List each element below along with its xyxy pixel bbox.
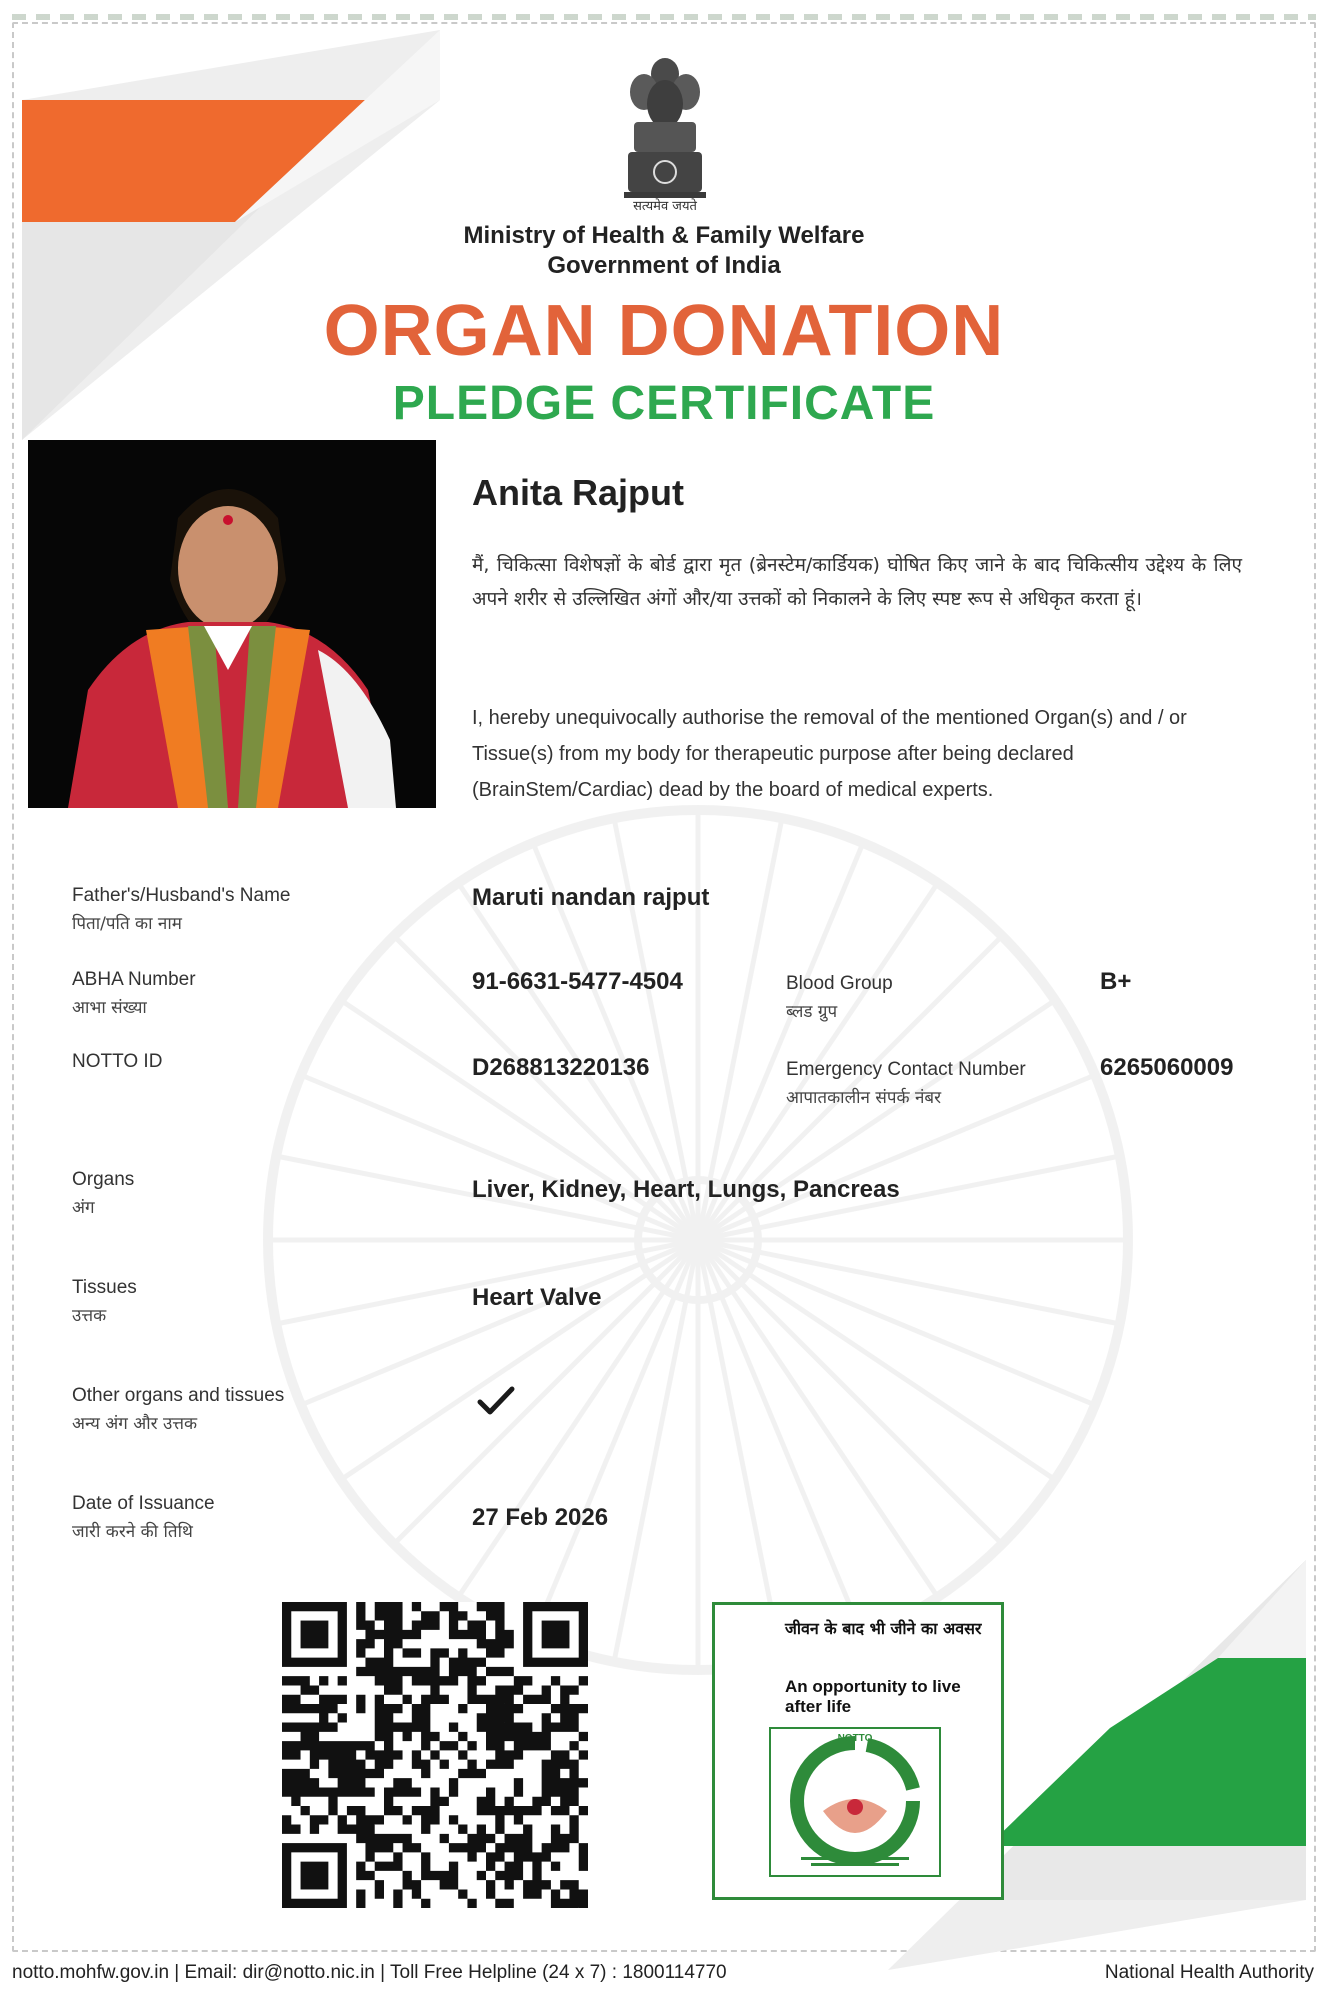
notto-logo xyxy=(769,1727,941,1877)
national-emblem-icon xyxy=(620,52,710,214)
emergency-contact-label-en: Emergency Contact Number xyxy=(786,1059,1026,1080)
organs-label xyxy=(72,1166,134,1222)
notto-tagline-english: An opportunity to live after life xyxy=(785,1677,961,1716)
father-name-value: Maruti nandan rajput xyxy=(472,884,710,911)
footer-authority: National Health Authority xyxy=(1104,1962,1314,1983)
pledge-text-english: I, hereby unequivocally authorise the removal of the mentioned Organ(s) and / or Tissue(s) from my body for therapeutic purpose after being declared (BrainStem/Cardiac) dead by the board of medical experts. xyxy=(472,707,1187,801)
other-organs-label xyxy=(72,1382,284,1438)
donor-name: Anita Rajput xyxy=(472,472,684,513)
tissues-label-hi: उत्तक xyxy=(72,1306,107,1326)
father-name-label-hi: पिता/पति का नाम xyxy=(72,914,182,934)
government-name: Government of India xyxy=(547,252,781,279)
other-organs-label-hi: अन्य अंग और उत्तक xyxy=(72,1414,198,1434)
donor-photo xyxy=(28,440,436,808)
date-issuance-label-hi: जारी करने की तिथि xyxy=(72,1522,193,1542)
tissues-label xyxy=(72,1274,137,1330)
emergency-contact-value: 6265060009 xyxy=(1100,1054,1234,1081)
date-issuance-label xyxy=(72,1490,215,1546)
certificate-title: ORGAN DONATION xyxy=(323,291,1005,371)
notto-ring-icon xyxy=(771,1729,939,1875)
pledge-text-hindi: मैं, चिकित्सा विशेषज्ञों के बोर्ड द्वारा मृत (ब्रेनस्टेम/कार्डियक) घोषित किए जाने के बाद चिकित्सीय उद्देश्य के लिए अपने शरीर से उल्लिखित अंगों और/या उत्तकों को निकालने के लिए स्पष्ट रूप से अधिकृत करता हूं। xyxy=(472,554,1242,610)
abha-label-en: ABHA Number xyxy=(72,969,196,990)
organs-label-en: Organs xyxy=(72,1169,135,1190)
ministry-name: Ministry of Health & Family Welfare xyxy=(463,222,865,249)
blood-group-label-en: Blood Group xyxy=(786,973,893,994)
certificate-subtitle: PLEDGE CERTIFICATE xyxy=(392,377,936,430)
notto-logo-text: NOTTO xyxy=(837,1733,873,1744)
abha-label-hi: आभा संख्या xyxy=(72,998,147,1018)
emblem-motto: सत्यमेव जयते xyxy=(633,199,697,214)
footer-contact: notto.mohfw.gov.in | Email: dir@notto.nic.in | Toll Free Helpline (24 x 7) : 1800114770 xyxy=(12,1962,727,1983)
emergency-contact-label xyxy=(786,1056,1026,1112)
emergency-contact-label-hi: आपातकालीन संपर्क नंबर xyxy=(786,1088,942,1108)
date-issuance-value: 27 Feb 2026 xyxy=(472,1504,609,1531)
date-issuance-label-en: Date of Issuance xyxy=(72,1493,215,1514)
organs-label-hi: अंग xyxy=(72,1198,95,1218)
blood-group-label xyxy=(786,970,893,1026)
father-name-label-en: Father's/Husband's Name xyxy=(72,885,291,906)
person-silhouette-icon xyxy=(28,440,436,808)
father-name-label xyxy=(72,882,290,938)
qr-code-icon xyxy=(282,1602,588,1908)
notto-tagline-hindi: जीवन के बाद भी जीने का अवसर xyxy=(785,1619,982,1638)
notto-id-label-en: NOTTO ID xyxy=(72,1051,163,1072)
notto-id-value: D268813220136 xyxy=(472,1054,650,1081)
abha-label xyxy=(72,966,196,1022)
organs-value: Liver, Kidney, Heart, Lungs, Pancreas xyxy=(472,1176,900,1203)
top-left-ribbon xyxy=(0,0,440,440)
tissues-label-en: Tissues xyxy=(72,1277,137,1298)
blood-group-label-hi: ब्लड ग्रुप xyxy=(786,1002,838,1022)
notto-badge xyxy=(712,1602,1004,1900)
tissues-value: Heart Valve xyxy=(472,1284,602,1311)
other-organs-label-en: Other organs and tissues xyxy=(72,1385,285,1406)
blood-group-value: B+ xyxy=(1100,968,1132,995)
checkmark-icon xyxy=(476,1384,516,1418)
abha-value: 91-6631-5477-4504 xyxy=(472,968,683,995)
chakra-watermark-icon xyxy=(248,790,1148,1690)
notto-id-label xyxy=(72,1048,162,1076)
